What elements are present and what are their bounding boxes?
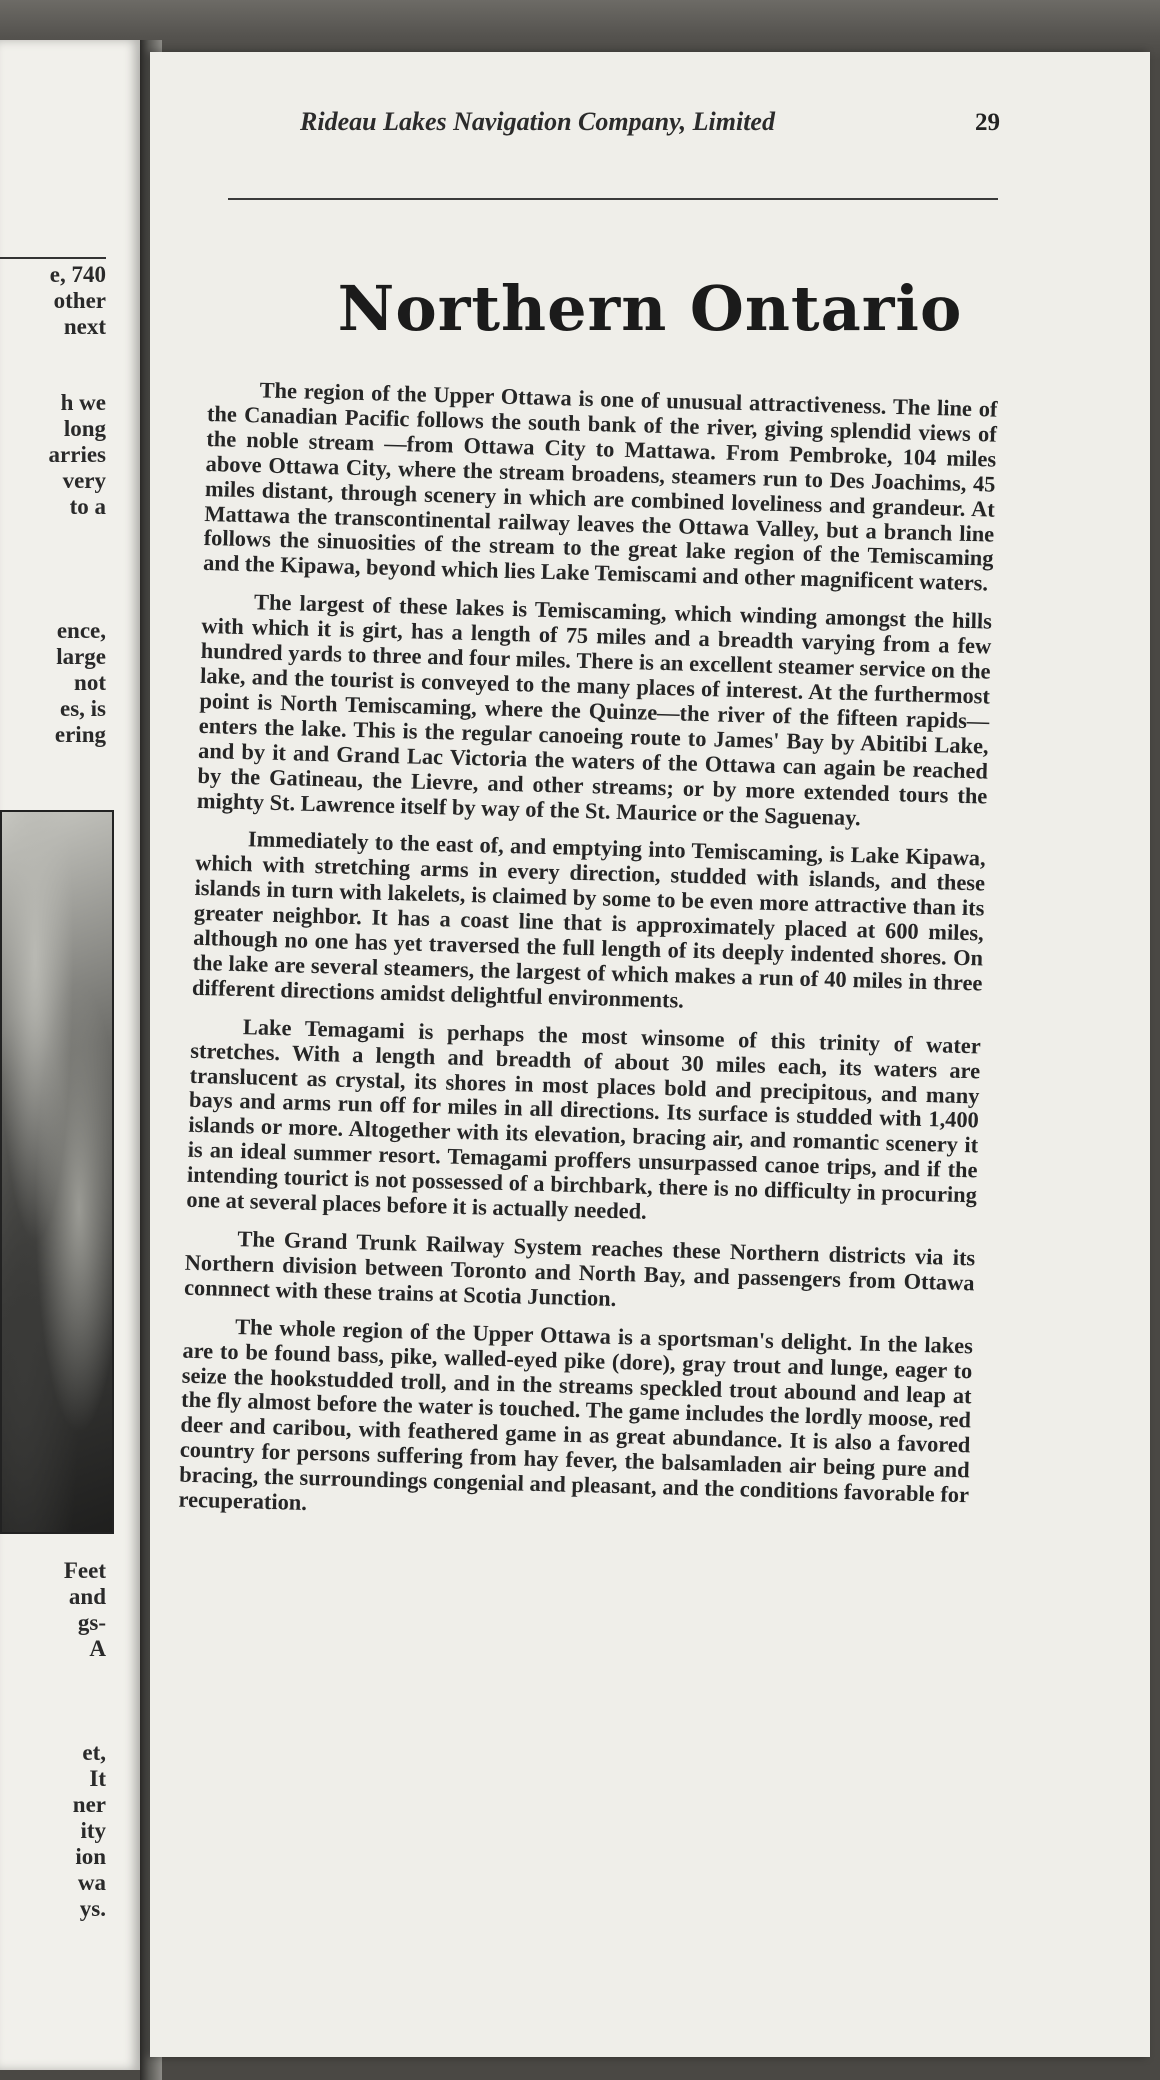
left-fragment: Feet xyxy=(63,1558,106,1583)
left-facing-page xyxy=(0,40,140,2070)
left-fragment: other xyxy=(53,288,106,313)
paragraph: The whole region of the Upper Ottawa is a sportsman's delight. In the lakes are to be found bass, pike, walled-eyed pike (dore), gray trout and lunge, eager to seize the hookstudded troll, and in the streams speckled trout abound and leap at the fly almost before the water is touched. The game includes the lordly moose, red deer and caribou, with feathered game in as great abundance. It is also a favored country for persons suffering from hay fever, the balsamladen air being pure and bracing, the surroundings congenial and pleasant, and the conditions favorable for recuperation. xyxy=(178,1313,974,1516)
running-head-title: Rideau Lakes Navigation Company, Limited xyxy=(300,107,775,136)
paragraph: Lake Temagami is perhaps the most winsome of this trinity of water stretches. With a length and breadth of about 30 miles each, its waters are translucent as crystal, its shores in most places bold and precipitous, and many bays and arms run off for miles in all directions. Its surface is studded with 1,400 islands or more. Altogether with its elevation, bracing air, and romantic scenery it is an ideal summer resort. Temagami proffers unsurpassed canoe trips, and if the intending tourict is not possessed of a birchbark, there is no difficulty in procuring one at several places before it is actually needed. xyxy=(186,1013,982,1224)
left-fragment: next xyxy=(63,314,106,339)
left-fragment: ence, xyxy=(56,618,106,643)
left-fragment: es, is xyxy=(60,696,106,721)
left-fragment: wa xyxy=(77,1870,106,1895)
left-fragment: arries xyxy=(48,442,106,467)
left-page-rule xyxy=(0,257,106,259)
paragraph: The Grand Trunk Railway System reaches these Northern districts via its Northern division between Toronto and North Bay, and passengers from Ottawa connnect with these trains at Scotia Junction. xyxy=(183,1226,976,1311)
page-number: 29 xyxy=(975,109,1000,136)
book-page xyxy=(150,52,1150,2057)
left-fragment: to a xyxy=(69,494,106,519)
left-fragment: ering xyxy=(54,722,106,747)
left-page-photograph xyxy=(0,810,114,1534)
left-fragment: not xyxy=(74,670,106,695)
left-fragment: ys. xyxy=(79,1896,106,1921)
left-fragment: A xyxy=(89,1636,106,1661)
left-fragment: large xyxy=(56,644,106,669)
article-body xyxy=(178,377,998,1546)
left-fragment: ion xyxy=(75,1844,106,1869)
left-fragment: It xyxy=(89,1766,106,1791)
left-fragment: gs- xyxy=(77,1610,106,1635)
left-fragment: ner xyxy=(72,1792,106,1817)
left-fragment: and xyxy=(68,1584,106,1609)
left-fragment: et, xyxy=(82,1740,106,1765)
scan-background xyxy=(0,0,1160,60)
left-fragment: e, 740 xyxy=(49,262,106,287)
paragraph: Immediately to the east of, and emptying into Temiscaming, is Lake Kipawa, which with stretching arms in every direction, studded with islands, and these islands in turn with lakelets, is claimed by some to be even more attractive than its greater neighbor. It has a coast line that is approximately placed at 600 miles, although no one has yet traversed the full length of its deeply indented shores. On the lake are several steamers, the largest of which makes a run of 40 miles in three different directions amidst delightful environments. xyxy=(191,826,986,1013)
left-fragment: long xyxy=(63,416,106,441)
left-fragment: very xyxy=(62,468,106,493)
page-title: Northern Ontario xyxy=(337,272,963,345)
paragraph: The largest of these lakes is Temiscaming, which winding amongst the hills with which it is girt, has a length of 75 miles and a breadth varying from a few hundred yards to three and four miles. There is an excellent steamer service on the lake, and the tourist is conveyed to the many places of interest. At the furthermost point is North Temiscaming, where the Quinze—the river of the fifteen rapids—enters the lake. This is the regular canoeing route to James' Bay by Abitibi Lake, and by it and Grand Lac Victoria the waters of the Ottawa can again be reached by the Gatineau, the Lievre, and other streams; or by more extended tours the mighty St. Lawrence itself by way of the St. Maurice or the Saguenay. xyxy=(196,589,993,830)
running-head-rule xyxy=(228,198,998,200)
left-fragment: h we xyxy=(60,390,106,415)
left-fragment: ity xyxy=(80,1818,106,1843)
paragraph: The region of the Upper Ottawa is one of unusual attractiveness. The line of the Canadian Pacific follows the south bank of the river, giving splendid views of the noble stream —from Ottawa City to Mattawa. From Pembroke, 104 miles above Ottawa City, where the stream broadens, steamers run to Des Joachims, 45 miles distant, through scenery in which are combined loveliness and grandeur. At Mattawa the transcontinental railway leaves the Ottawa Valley, but a branch line follows the sinuosities of the stream to the great lake region of the Temiscaming and the Kipawa, beyond which lies Lake Temiscami and other magnificent waters. xyxy=(202,377,998,596)
